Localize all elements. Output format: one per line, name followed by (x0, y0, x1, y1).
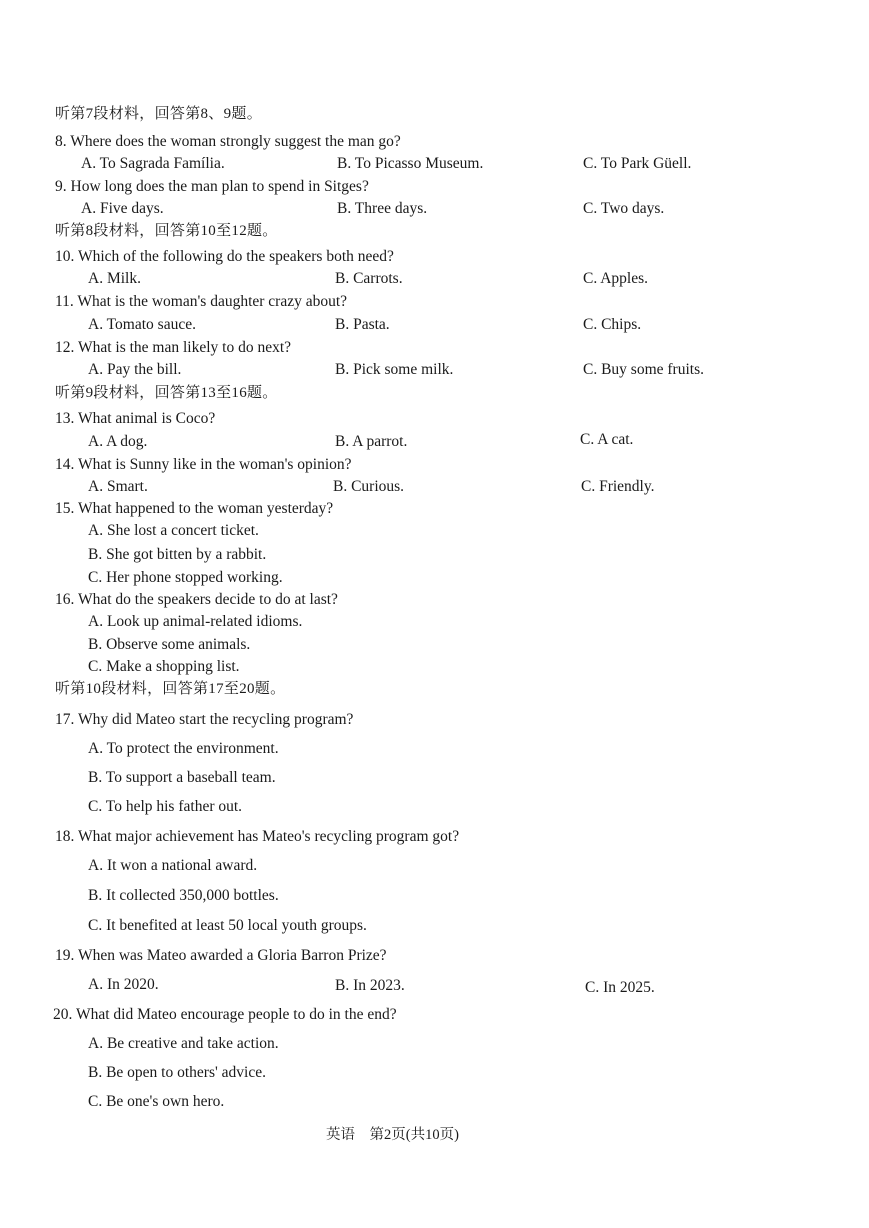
q18-option-b: B. It collected 350,000 bottles. (88, 887, 279, 904)
q17-option-c: C. To help his father out. (88, 798, 243, 815)
question-9: 9. How long does the man plan to spend in Sitges? (55, 178, 369, 195)
section-heading-10: 听第10段材料，回答第17至20题。 (55, 681, 286, 697)
question-8: 8. Where does the woman strongly suggest the man go? (55, 133, 401, 150)
q11-option-a: A. Tomato sauce. (88, 316, 196, 333)
question-20: 20. What did Mateo encourage people to do in the end? (53, 1006, 397, 1023)
q15-option-b: B. She got bitten by a rabbit. (88, 546, 267, 563)
q20-option-b: B. Be open to others' advice. (88, 1064, 266, 1081)
question-16: 16. What do the speakers decide to do at last? (55, 591, 338, 608)
q14-option-a: A. Smart. (88, 478, 148, 495)
q11-option-b: B. Pasta. (335, 316, 390, 333)
section-heading-8: 听第8段材料，回答第10至12题。 (55, 223, 278, 239)
q11-option-c: C. Chips. (583, 316, 642, 333)
q12-option-a: A. Pay the bill. (88, 361, 182, 378)
question-17: 17. Why did Mateo start the recycling program? (55, 711, 354, 728)
q16-option-a: A. Look up animal-related idioms. (88, 613, 303, 630)
question-18: 18. What major achievement has Mateo's recycling program got? (55, 828, 460, 845)
q14-option-b: B. Curious. (333, 478, 405, 495)
q19-option-c: C. In 2025. (585, 979, 655, 996)
q15-option-c: C. Her phone stopped working. (88, 569, 283, 586)
question-15: 15. What happened to the woman yesterday? (55, 500, 334, 517)
q17-option-b: B. To support a baseball team. (88, 769, 276, 786)
q14-option-c: C. Friendly. (581, 478, 655, 495)
question-19: 19. When was Mateo awarded a Gloria Barron Prize? (55, 947, 387, 964)
q17-option-a: A. To protect the environment. (88, 740, 279, 757)
q15-option-a: A. She lost a concert ticket. (88, 522, 259, 539)
question-13: 13. What animal is Coco? (55, 410, 216, 427)
section-heading-7: 听第7段材料，回答第8、9题。 (55, 106, 263, 122)
q10-option-b: B. Carrots. (335, 270, 403, 287)
q16-option-c: C. Make a shopping list. (88, 658, 240, 675)
q16-option-b: B. Observe some animals. (88, 636, 251, 653)
q9-option-b: B. Three days. (337, 200, 428, 217)
q9-option-c: C. Two days. (583, 200, 665, 217)
page-footer: 英语 第2页(共10页) (326, 1127, 459, 1143)
question-12: 12. What is the man likely to do next? (55, 339, 292, 356)
question-14: 14. What is Sunny like in the woman's opinion? (55, 456, 352, 473)
q8-option-a: A. To Sagrada Família. (81, 155, 225, 172)
q13-option-a: A. A dog. (88, 433, 148, 450)
section-heading-9: 听第9段材料，回答第13至16题。 (55, 385, 278, 401)
q8-option-b: B. To Picasso Museum. (337, 155, 484, 172)
q19-option-a: A. In 2020. (88, 976, 159, 993)
q8-option-c: C. To Park Güell. (583, 155, 692, 172)
q10-option-a: A. Milk. (88, 270, 141, 287)
question-10: 10. Which of the following do the speakers both need? (55, 248, 394, 265)
q12-option-b: B. Pick some milk. (335, 361, 454, 378)
question-11: 11. What is the woman's daughter crazy about? (55, 293, 348, 310)
q10-option-c: C. Apples. (583, 270, 649, 287)
q12-option-c: C. Buy some fruits. (583, 361, 704, 378)
q13-option-b: B. A parrot. (335, 433, 408, 450)
q20-option-a: A. Be creative and take action. (88, 1035, 279, 1052)
q19-option-b: B. In 2023. (335, 977, 405, 994)
q18-option-a: A. It won a national award. (88, 857, 258, 874)
q18-option-c: C. It benefited at least 50 local youth groups. (88, 917, 367, 934)
q13-option-c: C. A cat. (580, 431, 634, 448)
q20-option-c: C. Be one's own hero. (88, 1093, 225, 1110)
q9-option-a: A. Five days. (81, 200, 164, 217)
